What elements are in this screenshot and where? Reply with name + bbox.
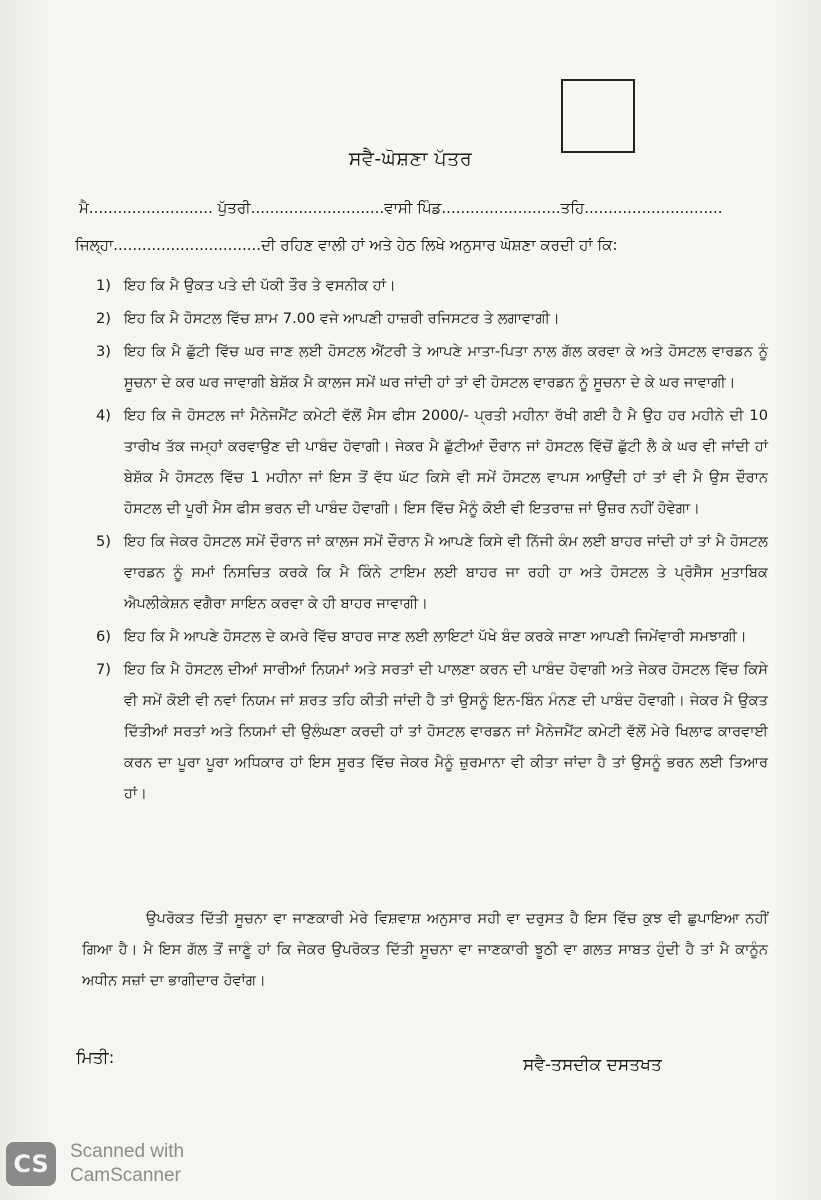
item-text: ਇਹ ਕਿ ਮੈ ਛੁੱਟੀ ਵਿੱਚ ਘਰ ਜਾਣ ਲਈ ਹੋਸਟਲ ਐਂਟਰੀ ਤੇ ਆਪਣੇ ਮਾਤਾ-ਪਿਤਾ ਨਾਲ ਗੱਲ ਕਰਵਾ ਕੇ ਅਤੇ ਹੋਸਟਲ ਵਾਰਡਨ ਨੂੰ ਸੂਚਨਾ ਦੇ ਕਰ ਘਰ ਜਾਵਾਗੀ ਬੇਸ਼ੱਕ ਮੈ ਕਾਲਜ ਸਮੇਂ ਘਰ ਜਾਂਦੀ ਹਾਂ ਤਾਂ ਵੀ ਹੋਸਟਲ ਵਾਰਡਨ ਨੂੰ ਸੂਚਨਾ ਦੇ ਕੇ ਘਰ ਜਾਵਾਗੀ। bbox=[124, 343, 768, 391]
item-number: 2) bbox=[96, 310, 111, 327]
item-number: 3) bbox=[96, 343, 111, 360]
declaration-list bbox=[96, 270, 768, 809]
photo-box bbox=[561, 79, 635, 153]
item-text: ਇਹ ਕਿ ਮੈ ਹੋਸਟਲ ਦੀਆਂ ਸਾਰੀਆਂ ਨਿਯਮਾਂ ਅਤੇ ਸਰਤਾਂ ਦੀ ਪਾਲਣਾ ਕਰਨ ਦੀ ਪਾਬੰਦ ਹੋਵਾਗੀ ਅਤੇ ਜੇਕਰ ਹੋਸਟਲ ਵਿੱਚ ਕਿਸੇ ਵੀ ਸਮੇਂ ਕੋਈ ਵੀ ਨਵਾਂ ਨਿਯਮ ਜਾਂ ਸ਼ਰਤ ਤਹਿ ਕੀਤੀ ਜਾਂਦੀ ਹੈ ਤਾਂ ਉਸਨੂੰ ਇਨ-ਬਿੰਨ ਮੰਨਣ ਦੀ ਪਾਬੰਦ ਹੋਵਾਗੀ। ਜੇਕਰ ਮੈ ਉਕਤ ਦਿੱਤੀਆਂ ਸਰਤਾਂ ਅਤੇ ਨਿਯਮਾਂ ਦੀ ਉਲੰਘਣਾ ਕਰਦੀ ਹਾਂ ਤਾਂ ਹੋਸਟਲ ਵਾਰਡਨ ਜਾਂ ਮੈਨੇਜਮੈਂਟ ਕਮੇਟੀ ਵੱਲੋਂ ਮੇਰੇ ਖਿਲਾਫ ਕਾਰਵਾਈ ਕਰਨ ਦਾ ਪੂਰਾ ਪੂਰਾ ਅਧਿਕਾਰ ਹਾਂ ਇਸ ਸੂਰਤ ਵਿੱਚ ਜੇਕਰ ਮੈਨੂੰ ਜ਼ੁਰਮਾਨਾ ਵੀ ਕੀਤਾ ਜਾਂਦਾ ਹੈ ਤਾਂ ਉਸਨੂੰ ਭਰਨ ਲਈ ਤਿਆਰ ਹਾਂ। bbox=[124, 661, 768, 802]
item-text: ਇਹ ਕਿ ਜੋ ਹੋਸਟਲ ਜਾਂ ਮੈਨੇਜਮੈਂਟ ਕਮੇਟੀ ਵੱਲੋਂ ਮੈਸ ਫੀਸ 2000/- ਪ੍ਰਤੀ ਮਹੀਨਾ ਰੱਖੀ ਗਈ ਹੈ ਮੈ ਉਹ ਹਰ ਮਹੀਨੇ ਦੀ 10 ਤਾਰੀਖ ਤੱਕ ਜਮ੍ਹਾਂ ਕਰਵਾਉਣ ਦੀ ਪਾਬੰਦ ਹੋਵਾਗੀ। ਜੇਕਰ ਮੈ ਛੁੱਟੀਆਂ ਦੌਰਾਨ ਜਾਂ ਹੋਸਟਲ ਵਿੱਚੋਂ ਛੁੱਟੀ ਲੈ ਕੇ ਘਰ ਵੀ ਜਾਂਦੀ ਹਾਂ ਬੇਸ਼ੱਕ ਮੈ ਹੋਸਟਲ ਵਿੱਚ 1 ਮਹੀਨਾ ਜਾਂ ਇਸ ਤੋਂ ਵੱਧ ਘੱਟ ਕਿਸੇ ਵੀ ਸਮੇਂ ਹੋਸਟਲ ਵਾਪਸ ਆਉਂਦੀ ਹਾਂ ਤਾਂ ਵੀ ਮੈ ਉਸ ਦੌਰਾਨ ਹੋਸਟਲ ਦੀ ਪੂਰੀ ਮੈਸ ਫੀਸ ਭਰਨ ਦੀ ਪਾਬੰਦ ਹੋਵਾਗੀ। ਇਸ ਵਿੱਚ ਮੈਨੂੰ ਕੋਈ ਵੀ ਇਤਰਾਜ਼ ਜਾਂ ਉਜ਼ਰ ਨਹੀਂ ਹੋਵੇਗਾ। bbox=[124, 407, 768, 517]
document-title: ਸਵੈ-ਘੋਸ਼ਣਾ ਪੱਤਰ bbox=[348, 148, 473, 170]
watermark-line2: CamScanner bbox=[70, 1165, 181, 1186]
watermark-line1: Scanned with bbox=[70, 1141, 185, 1162]
closing-paragraph: ਉਪਰੋਕਤ ਦਿੱਤੀ ਸੂਚਨਾ ਵਾ ਜਾਣਕਾਰੀ ਮੇਰੇ ਵਿਸ਼ਵਾਸ਼ ਅਨੁਸਾਰ ਸਹੀ ਵਾ ਦਰੁਸਤ ਹੈ ਇਸ ਵਿੱਚ ਕੁਝ ਵੀ ਛੁਪਾਇਆ ਨਹੀਂ ਗਿਆ ਹੈ। ਮੈ ਇਸ ਗੱਲ ਤੋਂ ਜਾਣੂੰ ਹਾਂ ਕਿ ਜੇਕਰ ਉਪਰੋਕਤ ਦਿੱਤੀ ਸੂਚਨਾ ਵਾ ਜਾਣਕਾਰੀ ਝੂਠੀ ਵਾ ਗਲਤ ਸਾਬਤ ਹੁੰਦੀ ਹੈ ਤਾਂ ਮੈ ਕਾਨੂੰਨ ਅਧੀਨ ਸਜ਼ਾਂ ਦਾ ਭਾਗੀਦਾਰ ਹੋਵਾਂਗ। bbox=[82, 910, 768, 989]
camscanner-logo-icon: CS bbox=[6, 1142, 56, 1186]
list-item bbox=[96, 526, 768, 619]
item-number: 4) bbox=[96, 407, 111, 424]
signature-label: ਸਵੈ-ਤਸਦੀਕ ਦਸਤਖਤ bbox=[523, 1055, 662, 1075]
camscanner-watermark bbox=[6, 1140, 256, 1190]
district-line: ਜਿਲ੍ਹਾ...............................ਦੀ ਰਹਿਣ ਵਾਲੀ ਹਾਂ ਅਤੇ ਹੇਠ ਲਿਖੇ ਅਨੁਸਾਰ ਘੋਸ਼ਣਾ ਕਰਦੀ ਹਾਂ ਕਿ: bbox=[75, 236, 618, 254]
list-item bbox=[96, 303, 768, 334]
item-text: ਇਹ ਕਿ ਜੇਕਰ ਹੋਸਟਲ ਸਮੇਂ ਦੌਰਾਨ ਜਾਂ ਕਾਲਜ ਸਮੇਂ ਦੌਰਾਨ ਮੈ ਆਪਣੇ ਕਿਸੇ ਵੀ ਨਿੱਜੀ ਕੰਮ ਲਈ ਬਾਹਰ ਜਾਂਦੀ ਹਾਂ ਤਾਂ ਮੈ ਹੋਸਟਲ ਵਾਰਡਨ ਨੂੰ ਸਮਾਂ ਨਿਸਚਿਤ ਕਰਕੇ ਕਿ ਮੈ ਕਿੰਨੇ ਟਾਇਮ ਲਈ ਬਾਹਰ ਜਾ ਰਹੀ ਹਾ ਅਤੇ ਹੋਸਟਲ ਤੇ ਪ੍ਰੋਸੈਸ ਮੁਤਾਬਿਕ ਐਪਲੀਕੇਸ਼ਨ ਵਗੈਰਾ ਸਾਇਨ ਕਰਵਾ ਕੇ ਹੀ ਬਾਹਰ ਜਾਵਾਗੀ। bbox=[124, 533, 768, 612]
list-item bbox=[96, 621, 768, 652]
list-item bbox=[96, 270, 768, 301]
name-line: ਮੈ.......................... ਪੁੱਤਰੀ............................ਵਾਸੀ ਪਿੰਡ.........................ਤਹਿ............................. bbox=[79, 199, 723, 217]
item-number: 5) bbox=[96, 533, 111, 550]
watermark-text bbox=[70, 1140, 184, 1188]
item-number: 7) bbox=[96, 661, 111, 678]
item-text: ਇਹ ਕਿ ਮੈ ਉਕਤ ਪਤੇ ਦੀ ਪੱਕੀ ਤੌਰ ਤੇ ਵਸਨੀਕ ਹਾਂ। bbox=[124, 277, 396, 294]
date-label: ਮਿਤੀ: bbox=[76, 1048, 115, 1068]
list-item bbox=[96, 400, 768, 524]
list-item bbox=[96, 336, 768, 398]
list-item bbox=[96, 654, 768, 809]
item-number: 1) bbox=[96, 277, 111, 294]
item-text: ਇਹ ਕਿ ਮੈ ਆਪਣੇ ਹੋਸਟਲ ਦੇ ਕਮਰੇ ਵਿੱਚ ਬਾਹਰ ਜਾਣ ਲਈ ਲਾਇਟਾਂ ਪੱਖੇ ਬੰਦ ਕਰਕੇ ਜਾਣਾ ਆਪਣੀ ਜਿਮੇਂਵਾਰੀ ਸਮਝਾਗੀ। bbox=[124, 628, 747, 645]
item-number: 6) bbox=[96, 628, 111, 645]
item-text: ਇਹ ਕਿ ਮੈ ਹੋਸਟਲ ਵਿੱਚ ਸ਼ਾਮ 7.00 ਵਜੇ ਆਪਣੀ ਹਾਜ਼ਰੀ ਰਜਿਸਟਰ ਤੇ ਲਗਾਵਾਗੀ। bbox=[124, 310, 560, 327]
